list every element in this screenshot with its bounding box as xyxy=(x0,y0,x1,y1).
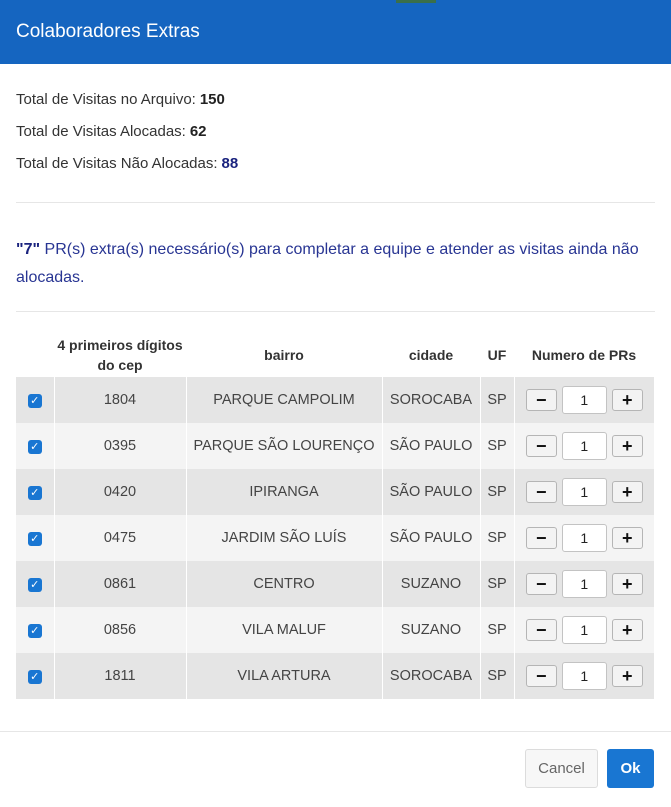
header-cep: 4 primeiros dígitos do cep xyxy=(57,337,183,373)
cidade-cell: SÃO PAULO xyxy=(382,515,480,561)
decrement-button[interactable]: − xyxy=(526,389,557,411)
decrement-button[interactable]: − xyxy=(526,527,557,549)
cidade-cell: SÃO PAULO xyxy=(382,423,480,469)
header-bairro: bairro xyxy=(264,347,304,363)
header-select xyxy=(16,333,54,377)
cancel-button[interactable]: Cancel xyxy=(525,749,598,788)
bairro-cell: PARQUE CAMPOLIM xyxy=(186,377,382,423)
cep-cell: 0395 xyxy=(54,423,186,469)
prs-input[interactable]: 1 xyxy=(562,570,607,598)
prs-cell xyxy=(514,515,654,561)
prs-input[interactable]: 1 xyxy=(562,616,607,644)
cep-cell: 0856 xyxy=(54,607,186,653)
prs-stepper xyxy=(515,570,655,598)
dialog-title: Colaboradores Extras xyxy=(16,21,200,42)
increment-button[interactable]: + xyxy=(612,481,643,503)
total-alocadas xyxy=(16,116,238,148)
prs-stepper xyxy=(515,524,655,552)
total-alocadas-value: 62 xyxy=(189,123,207,140)
row-checkbox[interactable]: ✓ xyxy=(28,670,42,684)
row-checkbox[interactable]: ✓ xyxy=(28,440,42,454)
header-cidade: cidade xyxy=(408,347,454,363)
divider xyxy=(16,202,655,203)
window-edge-marker xyxy=(396,0,436,3)
row-checkbox[interactable]: ✓ xyxy=(28,394,42,408)
table-row xyxy=(16,469,654,515)
cidade-cell: SUZANO xyxy=(382,607,480,653)
increment-button[interactable]: + xyxy=(612,573,643,595)
cep-cell: 1811 xyxy=(54,653,186,699)
row-select-cell xyxy=(16,469,54,515)
uf-cell: SP xyxy=(480,423,514,469)
bairro-cell: VILA ARTURA xyxy=(186,653,382,699)
cidade-cell: SUZANO xyxy=(382,561,480,607)
total-nao-alocadas xyxy=(16,148,238,180)
row-checkbox[interactable]: ✓ xyxy=(28,578,42,592)
decrement-button[interactable]: − xyxy=(526,665,557,687)
uf-cell: SP xyxy=(480,653,514,699)
prs-input[interactable]: 1 xyxy=(562,478,607,506)
prs-stepper xyxy=(515,662,655,690)
uf-cell: SP xyxy=(480,515,514,561)
total-alocadas-label: Total de Visitas Alocadas: xyxy=(16,123,186,140)
cidade-cell: SÃO PAULO xyxy=(382,469,480,515)
footer-divider xyxy=(0,731,671,732)
uf-cell: SP xyxy=(480,377,514,423)
prs-cell xyxy=(514,561,654,607)
decrement-button[interactable]: − xyxy=(526,573,557,595)
prs-cell xyxy=(514,653,654,699)
total-arquivo-label: Total de Visitas no Arquivo: xyxy=(16,91,196,108)
prs-input[interactable]: 1 xyxy=(562,432,607,460)
row-checkbox[interactable]: ✓ xyxy=(28,486,42,500)
prs-input[interactable]: 1 xyxy=(562,524,607,552)
total-nao-alocadas-value: 88 xyxy=(221,155,239,172)
row-checkbox[interactable]: ✓ xyxy=(28,532,42,546)
prs-cell xyxy=(514,469,654,515)
row-select-cell xyxy=(16,515,54,561)
table-row xyxy=(16,607,654,653)
increment-button[interactable]: + xyxy=(612,389,643,411)
prs-stepper xyxy=(515,432,655,460)
table-header-row xyxy=(16,333,654,377)
decrement-button[interactable]: − xyxy=(526,435,557,457)
header-numero-prs: Numero de PRs xyxy=(531,347,637,363)
cep-cell: 0861 xyxy=(54,561,186,607)
uf-cell: SP xyxy=(480,561,514,607)
uf-cell: SP xyxy=(480,469,514,515)
divider xyxy=(16,311,655,312)
extra-prs-count: "7" xyxy=(16,241,41,258)
table-row xyxy=(16,653,654,699)
increment-button[interactable]: + xyxy=(612,665,643,687)
prs-stepper xyxy=(515,616,655,644)
ok-button[interactable]: Ok xyxy=(607,749,654,788)
bairro-cell: CENTRO xyxy=(186,561,382,607)
cep-cell: 0420 xyxy=(54,469,186,515)
decrement-button[interactable]: − xyxy=(526,481,557,503)
row-select-cell xyxy=(16,561,54,607)
prs-cell xyxy=(514,423,654,469)
total-arquivo-value: 150 xyxy=(199,91,225,108)
extra-prs-text: PR(s) extra(s) necessário(s) para completar a equipe e atender as visitas ainda não alocadas. xyxy=(16,241,639,286)
cidade-cell: SOROCABA xyxy=(382,653,480,699)
table-row xyxy=(16,561,654,607)
cep-cell: 1804 xyxy=(54,377,186,423)
cep-cell: 0475 xyxy=(54,515,186,561)
prs-stepper xyxy=(515,386,655,414)
row-select-cell xyxy=(16,377,54,423)
total-arquivo xyxy=(16,84,238,116)
bairro-cell: JARDIM SÃO LUÍS xyxy=(186,515,382,561)
decrement-button[interactable]: − xyxy=(526,619,557,641)
extras-table xyxy=(16,333,654,699)
bairro-cell: PARQUE SÃO LOURENÇO xyxy=(186,423,382,469)
row-select-cell xyxy=(16,423,54,469)
prs-input[interactable]: 1 xyxy=(562,386,607,414)
prs-stepper xyxy=(515,478,655,506)
prs-input[interactable]: 1 xyxy=(562,662,607,690)
row-select-cell xyxy=(16,653,54,699)
bairro-cell: VILA MALUF xyxy=(186,607,382,653)
cidade-cell: SOROCABA xyxy=(382,377,480,423)
increment-button[interactable]: + xyxy=(612,527,643,549)
table-row xyxy=(16,423,654,469)
totals-summary xyxy=(16,84,238,180)
dialog-header xyxy=(0,0,671,64)
extra-prs-message xyxy=(16,236,646,292)
bairro-cell: IPIRANGA xyxy=(186,469,382,515)
increment-button[interactable]: + xyxy=(612,619,643,641)
prs-cell xyxy=(514,607,654,653)
header-uf: UF xyxy=(487,347,507,363)
row-checkbox[interactable]: ✓ xyxy=(28,624,42,638)
table-row xyxy=(16,377,654,423)
total-nao-alocadas-label: Total de Visitas Não Alocadas: xyxy=(16,155,218,172)
uf-cell: SP xyxy=(480,607,514,653)
increment-button[interactable]: + xyxy=(612,435,643,457)
table-row xyxy=(16,515,654,561)
row-select-cell xyxy=(16,607,54,653)
prs-cell xyxy=(514,377,654,423)
